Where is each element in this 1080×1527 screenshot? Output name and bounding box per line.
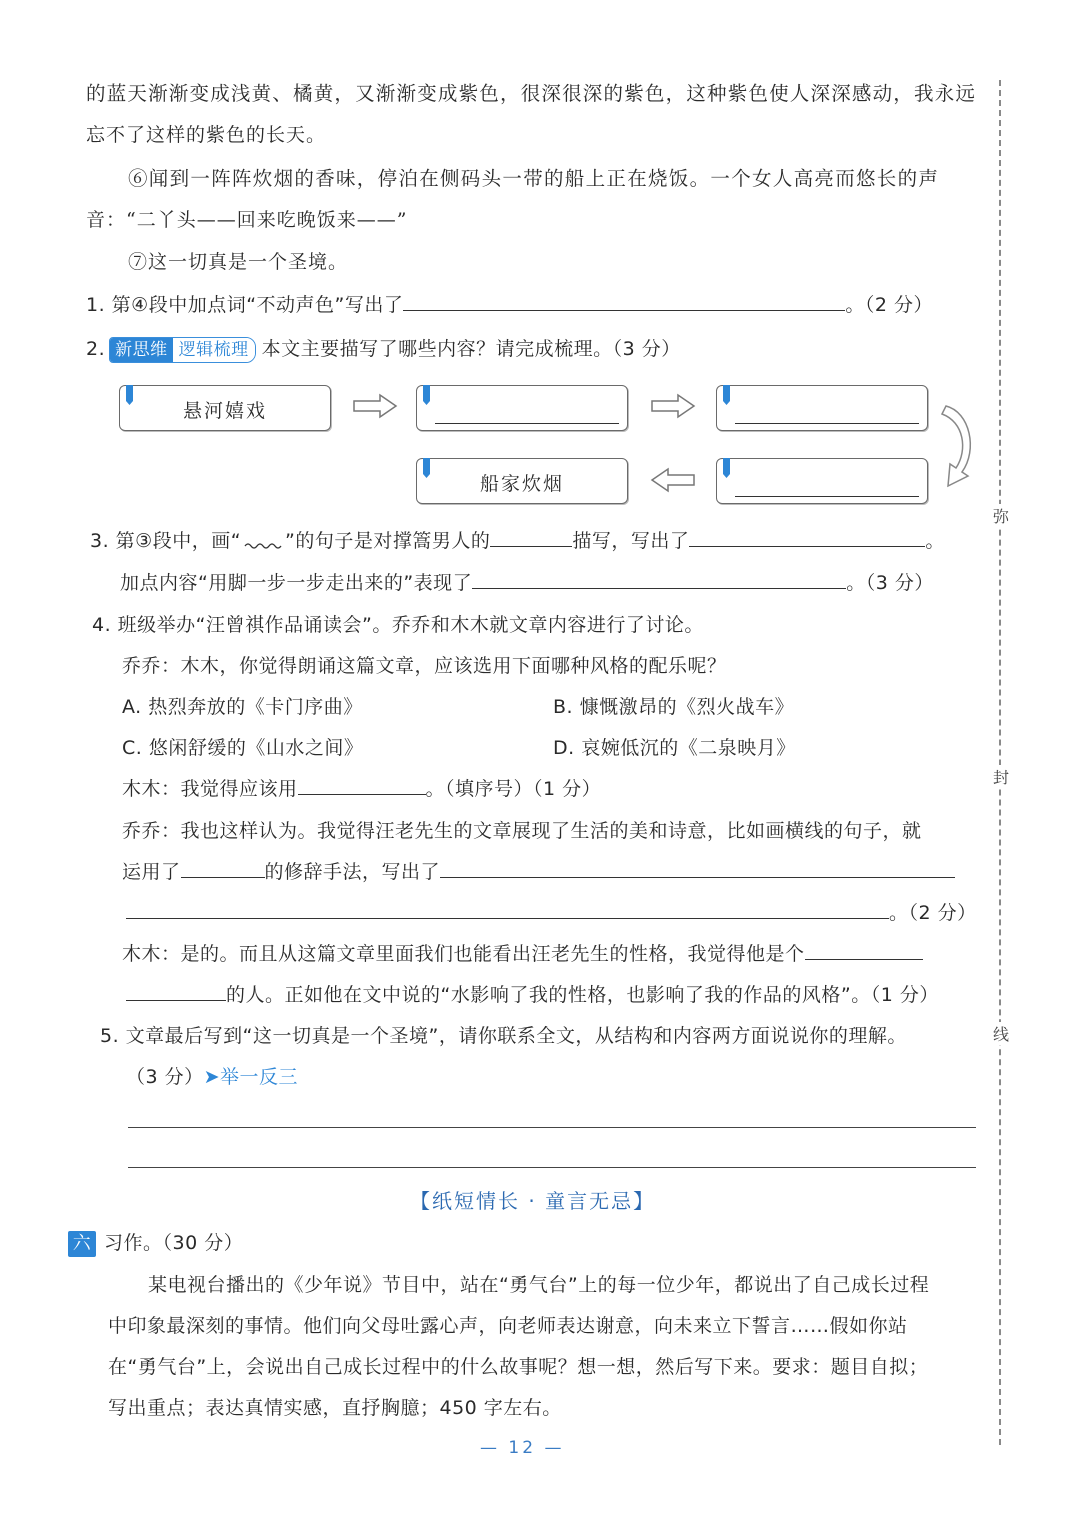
rhetoric-effect-blank-2[interactable] xyxy=(126,900,889,919)
question-5-score: （3 分） xyxy=(126,1066,204,1088)
personality-blank-1[interactable] xyxy=(805,941,923,960)
flow-box-1 xyxy=(119,385,331,431)
mumu-answer-1-text: 木木：我觉得应该用 xyxy=(122,778,298,800)
question-5: 5. 文章最后写到“这一切真是一个圣境”，请你联系全文，从结构和内容两方面说说你的理解。 xyxy=(100,1025,907,1047)
question-2-text: 本文主要描写了哪些内容？请完成梳理。（3 分） xyxy=(261,338,681,360)
mumu-answer-2-text-b: 的人。正如他在文中说的“水影响了我的性格，也影响了我的作品的风格”。（1 分） xyxy=(226,984,939,1006)
essay-prompt-line-3: 在“勇气台”上，会说出自己成长过程中的什么故事呢？想一想，然后写下来。要求：题目自拟； xyxy=(108,1356,929,1378)
section-title: 【纸短情长 · 童言无忌】 xyxy=(410,1189,656,1213)
page-number: — 12 — xyxy=(480,1438,565,1458)
mumu-answer-1-score: 。（填序号）（1 分） xyxy=(425,778,602,800)
tag-new-thinking: 新思维 xyxy=(110,338,173,362)
new-thinking-tag xyxy=(109,337,256,363)
personality-blank-2[interactable] xyxy=(126,982,226,1001)
section-6-heading xyxy=(68,1228,243,1257)
paragraph-7: ⑦这一切真是一个圣境。 xyxy=(128,251,349,273)
curved-down-arrow-icon xyxy=(940,400,980,490)
bookmark-marker-icon xyxy=(723,458,730,478)
question-1-score: 。（2 分） xyxy=(845,294,934,316)
question-5-score-line xyxy=(126,1062,298,1089)
option-choice-blank[interactable] xyxy=(298,776,426,795)
essay-prompt-line-4: 写出重点；表达真情实感，直抒胸臆；450 字左右。 xyxy=(108,1397,562,1419)
section-6-title: 习作。（30 分） xyxy=(104,1232,244,1254)
answer-line-2[interactable] xyxy=(128,1167,976,1168)
wavy-line-icon xyxy=(241,522,285,552)
qiaoqiao-reply-line-1: 乔乔：我也这样认为。我觉得汪老先生的文章展现了生活的美和诗意，比如画横线的句子，就 xyxy=(122,820,922,842)
qiaoqiao-reply-line-3 xyxy=(126,898,977,925)
question-1 xyxy=(86,290,976,317)
left-arrow-icon xyxy=(650,467,696,493)
rhetoric-effect-blank-1[interactable] xyxy=(440,859,955,878)
option-b[interactable]: B. 慷慨激昂的《烈火战车》 xyxy=(553,696,795,718)
question-4-intro: 4. 班级举办“汪曾祺作品诵读会”。乔乔和木木就文章内容进行了讨论。 xyxy=(92,614,704,636)
right-arrow-icon xyxy=(650,393,696,419)
question-3-score: 。（3 分） xyxy=(846,572,934,594)
question-1-text: 1. 第④段中加点词“不动声色”写出了 xyxy=(86,294,404,316)
option-a[interactable]: A. 热烈奔放的《卡门序曲》 xyxy=(122,696,363,718)
binding-label-feng: 封 xyxy=(990,765,1012,788)
answer-line-1[interactable] xyxy=(128,1127,976,1128)
flow-box-2-answer-blank[interactable] xyxy=(435,423,619,424)
qiaoqiao-reply-line-2 xyxy=(122,857,978,884)
rhetoric-blank[interactable] xyxy=(181,859,265,878)
question-3-blank-1[interactable] xyxy=(490,528,572,547)
passage-line-2: 忘不了这样的紫色的长天。 xyxy=(86,124,327,146)
wavy-underline-sample xyxy=(241,530,285,552)
flow-box-1-label: 悬河嬉戏 xyxy=(182,400,267,422)
flow-box-4-answer-blank[interactable] xyxy=(735,496,919,497)
qiaoqiao-reply-text-a: 运用了 xyxy=(122,861,181,883)
binding-label-xian: 线 xyxy=(990,1022,1012,1045)
mumu-answer-2-line-1 xyxy=(122,939,923,966)
question-3-blank-2[interactable] xyxy=(689,528,925,547)
question-3-line-2 xyxy=(120,568,934,595)
option-c[interactable]: C. 悠闲舒缓的《山水之间》 xyxy=(122,737,364,759)
question-3-blank-3[interactable] xyxy=(472,570,846,589)
paragraph-6-line-2: 音：“二丫头——回来吃晚饭来——” xyxy=(86,209,408,231)
question-3-text-d: 。 xyxy=(925,530,945,552)
qiaoqiao-reply-score: 。（2 分） xyxy=(889,902,977,924)
flow-box-3-answer-blank[interactable] xyxy=(735,423,919,424)
tag-logic-sorting: 逻辑梳理 xyxy=(173,338,255,362)
option-d[interactable]: D. 哀婉低沉的《二泉映月》 xyxy=(553,737,796,759)
paragraph-6-line-1: ⑥闻到一阵阵炊烟的香味，停泊在侧码头一带的船上正在烧饭。一个女人高亮而悠长的声 xyxy=(128,167,940,190)
question-3-text-a: 3. 第③段中，画“ xyxy=(90,530,242,552)
extension-link[interactable]: ➤举一反三 xyxy=(203,1066,299,1088)
question-3-text-b: ”的句子是对撑篙男人的 xyxy=(285,530,491,552)
question-2 xyxy=(86,334,681,363)
mumu-answer-2-text: 木木：是的。而且从这篇文章里面我们也能看出汪老先生的性格，我觉得他是个 xyxy=(122,943,805,965)
question-3-line-1 xyxy=(90,526,945,553)
flow-box-4[interactable] xyxy=(716,458,928,504)
question-3-text-e: 加点内容“用脚一步一步走出来的”表现了 xyxy=(120,572,473,594)
mumu-answer-2-line-2 xyxy=(126,980,939,1007)
essay-prompt-line-1: 某电视台播出的《少年说》节目中，站在“勇气台”上的每一位少年，都说出了自己成长过程 xyxy=(148,1274,930,1296)
question-3-text-c: 描写，写出了 xyxy=(572,530,690,552)
flow-box-5 xyxy=(416,458,628,504)
qiaoqiao-reply-text-b: 的修辞手法，写出了 xyxy=(264,861,441,883)
question-1-answer-blank[interactable] xyxy=(403,292,845,311)
flow-box-2[interactable] xyxy=(416,385,628,431)
section-6-number-badge: 六 xyxy=(68,1231,96,1257)
bookmark-marker-icon xyxy=(723,385,730,405)
binding-dashed-line xyxy=(999,80,1001,1445)
flow-box-5-label: 船家炊烟 xyxy=(479,473,564,495)
right-arrow-icon xyxy=(352,393,398,419)
question-2-number: 2. xyxy=(86,338,106,360)
binding-label-mi: 弥 xyxy=(990,504,1012,527)
qiaoqiao-question: 乔乔：木木，你觉得朗诵这篇文章，应该选用下面哪种风格的配乐呢？ xyxy=(122,655,727,677)
bookmark-marker-icon xyxy=(423,385,430,405)
essay-prompt-line-2: 中印象最深刻的事情。他们向父母吐露心声，向老师表达谢意，向未来立下誓言……假如你站 xyxy=(108,1315,908,1337)
mumu-answer-1 xyxy=(122,774,601,801)
flow-box-3[interactable] xyxy=(716,385,928,431)
passage-line-1: 的蓝天渐渐变成浅黄、橘黄，又渐渐变成紫色，很深很深的紫色，这种紫色使人深深感动，我永远 xyxy=(86,82,977,105)
